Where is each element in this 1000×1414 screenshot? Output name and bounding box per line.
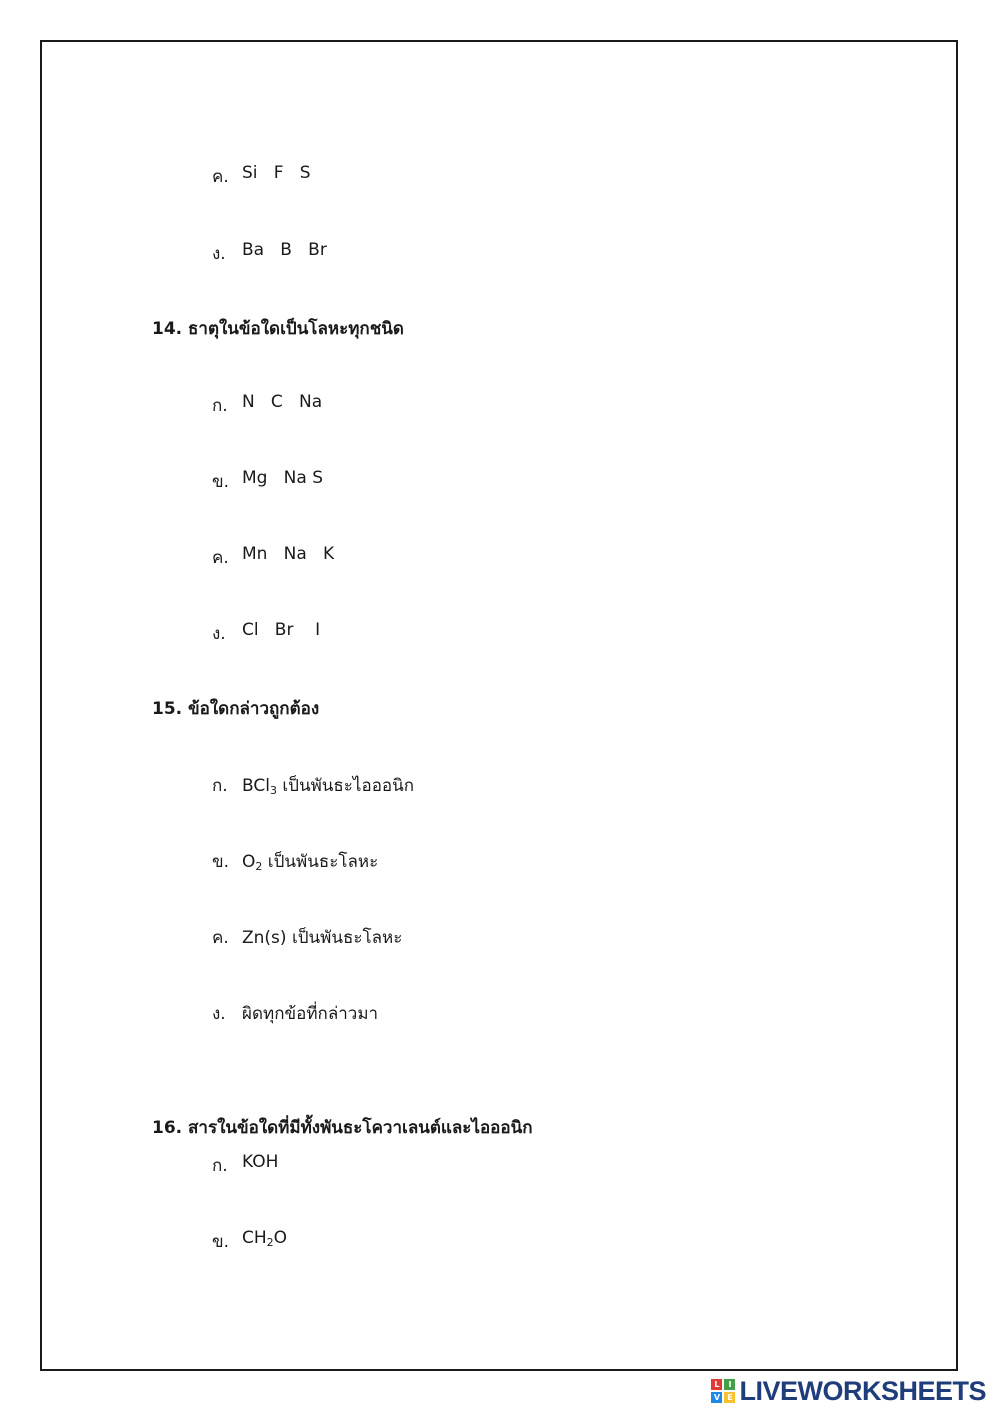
formula: CH (242, 1228, 267, 1248)
option-text: Mg Na S (242, 468, 323, 488)
description: เป็นพันธะไอออนิก (276, 776, 415, 796)
option-text (242, 1228, 287, 1248)
option-letter: ก. (212, 396, 228, 416)
description: เป็นพันธะโลหะ (262, 852, 379, 872)
option-letter: ค. (212, 928, 229, 948)
logo-text: LIVEWORKSHEETS (739, 1375, 986, 1406)
option-letter: ก. (212, 1156, 228, 1176)
option-letter: ก. (212, 776, 228, 796)
formula-tail: O (273, 1228, 288, 1248)
option-text: Mn Na K (242, 544, 335, 564)
subscript: 2 (266, 1236, 274, 1249)
logo-tile: V (711, 1392, 722, 1403)
subscript: 2 (255, 860, 263, 873)
question-14: 14. ธาตุในข้อใดเป็นโลหะทุกชนิด (152, 319, 404, 339)
subscript: 3 (269, 784, 277, 797)
option-letter: ง. (212, 624, 226, 644)
option-text: ผิดทุกข้อที่กล่าวมา (242, 1004, 379, 1024)
logo-mark-icon (711, 1379, 735, 1403)
option-text (242, 848, 378, 875)
logo-tile: I (724, 1379, 735, 1390)
logo-tile: E (724, 1392, 735, 1403)
liveworksheets-logo[interactable] (711, 1376, 986, 1406)
option-text: Cl Br I (242, 620, 321, 640)
logo-tile: L (711, 1379, 722, 1390)
formula: BCl (242, 776, 270, 796)
option-text: KOH (242, 1152, 279, 1172)
option-text: N C Na (242, 392, 323, 412)
formula: O (242, 852, 256, 872)
question-16: 16. สารในข้อใดที่มีทั้งพันธะโควาเลนต์และไอออนิก (152, 1118, 533, 1138)
option-letter: ง. (212, 1004, 226, 1024)
option-text: Si F S (242, 163, 311, 183)
option-letter: ข. (212, 852, 230, 872)
option-letter: ง. (212, 244, 226, 264)
option-text: Ba B Br (242, 240, 327, 260)
option-letter: ค. (212, 167, 229, 187)
option-letter: ข. (212, 472, 230, 492)
option-letter: ข. (212, 1232, 230, 1252)
question-15: 15. ข้อใดกล่าวถูกต้อง (152, 699, 320, 719)
option-letter: ค. (212, 548, 229, 568)
option-text: Zn(s) เป็นพันธะโลหะ (242, 928, 403, 948)
option-text (242, 772, 414, 799)
